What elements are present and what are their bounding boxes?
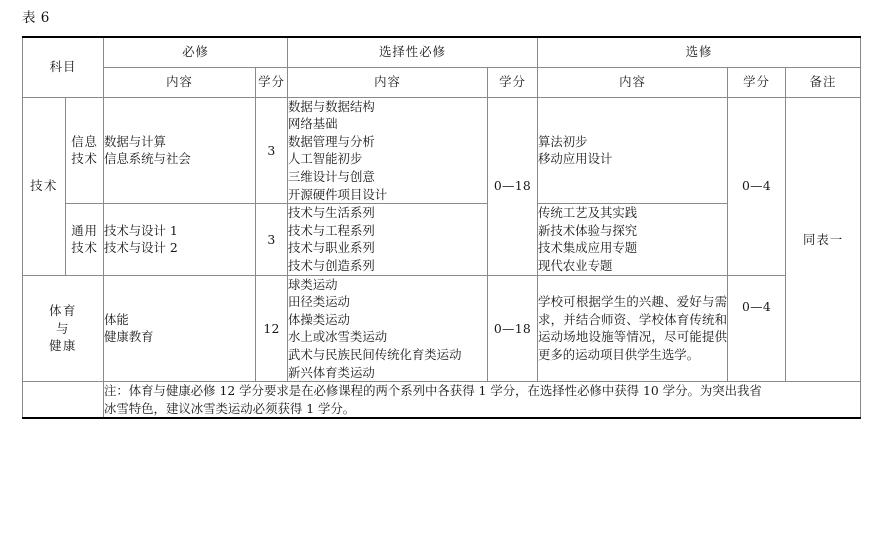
list-item: 技术 xyxy=(30,178,58,194)
required-content-general-technology xyxy=(104,204,256,275)
list-item: 技术 xyxy=(71,240,98,256)
list-item: 技术与生活系列 xyxy=(288,205,375,221)
list-item: 技术 xyxy=(71,151,98,167)
subject-technology-lines xyxy=(23,177,65,195)
list-item: 现代农业专题 xyxy=(538,257,613,273)
list-item: 武术与民族民间传统化育类运动 xyxy=(288,347,462,363)
list-item: 体操类运动 xyxy=(288,311,350,327)
list-item: 数据与数据结构 xyxy=(288,98,375,114)
list-item: 网络基础 xyxy=(288,116,338,132)
selective-content-physical-education xyxy=(288,275,488,382)
header-row-groups xyxy=(23,37,861,67)
header-remarks: 备注 xyxy=(786,67,861,97)
list-item: 传统工艺及其实践 xyxy=(538,205,638,221)
elective-content-information-technology xyxy=(538,97,728,204)
list-item: 田径类运动 xyxy=(288,294,350,310)
elective-credits-technology: 0—4 xyxy=(728,97,786,275)
header-group-elective: 选修 xyxy=(538,37,861,67)
header-row-subs xyxy=(23,67,861,97)
list-item: 算法初步 xyxy=(538,133,588,149)
list-item: 球类运动 xyxy=(288,276,338,292)
list-item: 开源硬件项目设计 xyxy=(288,186,388,202)
elective-credits-physical-education: 0—4 xyxy=(728,275,786,382)
list-item: 人工智能初步 xyxy=(288,151,363,167)
curriculum-table xyxy=(22,36,861,419)
list-item: 水上或冰雪类运动 xyxy=(288,329,388,345)
header-elective-content: 内容 xyxy=(538,67,728,97)
header-selective-content: 内容 xyxy=(288,67,488,97)
selective-credits-technology: 0—18 xyxy=(488,97,538,275)
table-row-information-technology xyxy=(23,97,861,204)
required-credits-information-technology: 3 xyxy=(256,97,288,204)
list-item: 技术与创造系列 xyxy=(288,257,375,273)
required-credits-physical-education: 12 xyxy=(256,275,288,382)
subject-pe-lines xyxy=(23,302,103,355)
required-content-information-technology xyxy=(104,97,256,204)
list-item: 信息 xyxy=(71,133,98,149)
elective-content-general-technology xyxy=(538,204,728,275)
list-item: 技术集成应用专题 xyxy=(538,240,638,256)
table-note-line-2: 冰雪特色，建议冰雪类运动必须获得 1 学分。 xyxy=(104,400,356,416)
table-row-note xyxy=(23,382,861,419)
list-item: 健康 xyxy=(49,338,77,354)
selective-content-general-technology xyxy=(288,204,488,275)
table-note xyxy=(104,382,861,419)
selective-content-information-technology xyxy=(288,97,488,204)
table-caption: 表 6 xyxy=(22,10,50,26)
list-item: 体育 xyxy=(49,303,77,318)
list-item: 信息系统与社会 xyxy=(104,151,191,167)
list-item: 三维设计与创意 xyxy=(288,168,375,184)
list-item: 体能 xyxy=(104,311,129,327)
list-item: 技术与设计 2 xyxy=(104,240,178,256)
list-item: 与 xyxy=(56,320,70,336)
header-required-content: 内容 xyxy=(104,67,256,97)
note-spacer xyxy=(23,382,104,419)
list-item: 新兴体育类运动 xyxy=(288,364,375,380)
list-item: 技术与设计 1 xyxy=(104,222,178,238)
header-group-required: 必修 xyxy=(104,37,288,67)
header-subject: 科目 xyxy=(23,37,104,97)
subject-information-technology xyxy=(66,97,104,204)
header-required-credits: 学分 xyxy=(256,67,288,97)
table-note-line-1: 注：体育与健康必修 12 学分要求是在必修课程的两个系列中各获得 1 学分，在选择性必修中获得 10 学分。为突出我省 xyxy=(104,383,762,399)
selective-credits-physical-education: 0—18 xyxy=(488,275,538,382)
list-item: 技术与工程系列 xyxy=(288,222,375,238)
list-item: 通用 xyxy=(71,222,98,238)
table-row-physical-education-and-health xyxy=(23,275,861,382)
list-item: 技术与职业系列 xyxy=(288,240,375,256)
subject-physical-education-and-health xyxy=(23,275,104,382)
required-credits-general-technology: 3 xyxy=(256,204,288,275)
header-selective-credits: 学分 xyxy=(488,67,538,97)
list-item: 新技术体验与探究 xyxy=(538,222,638,238)
list-item: 移动应用设计 xyxy=(538,151,613,167)
list-item: 健康教育 xyxy=(104,329,154,345)
header-group-selective-required: 选择性必修 xyxy=(288,37,538,67)
list-item: 数据与计算 xyxy=(104,133,166,149)
subject-general-technology xyxy=(66,204,104,275)
required-content-physical-education xyxy=(104,275,256,382)
header-elective-credits: 学分 xyxy=(728,67,786,97)
elective-content-physical-education: 学校可根据学生的兴趣、爱好与需求，并结合师资、学校体育传统和运动场地设施等情况，尽可能提供更多的运动项目供学生选学。 xyxy=(538,275,728,382)
list-item: 数据管理与分析 xyxy=(288,133,375,149)
subject-technology xyxy=(23,97,66,275)
remarks-value: 同表一 xyxy=(786,97,861,382)
